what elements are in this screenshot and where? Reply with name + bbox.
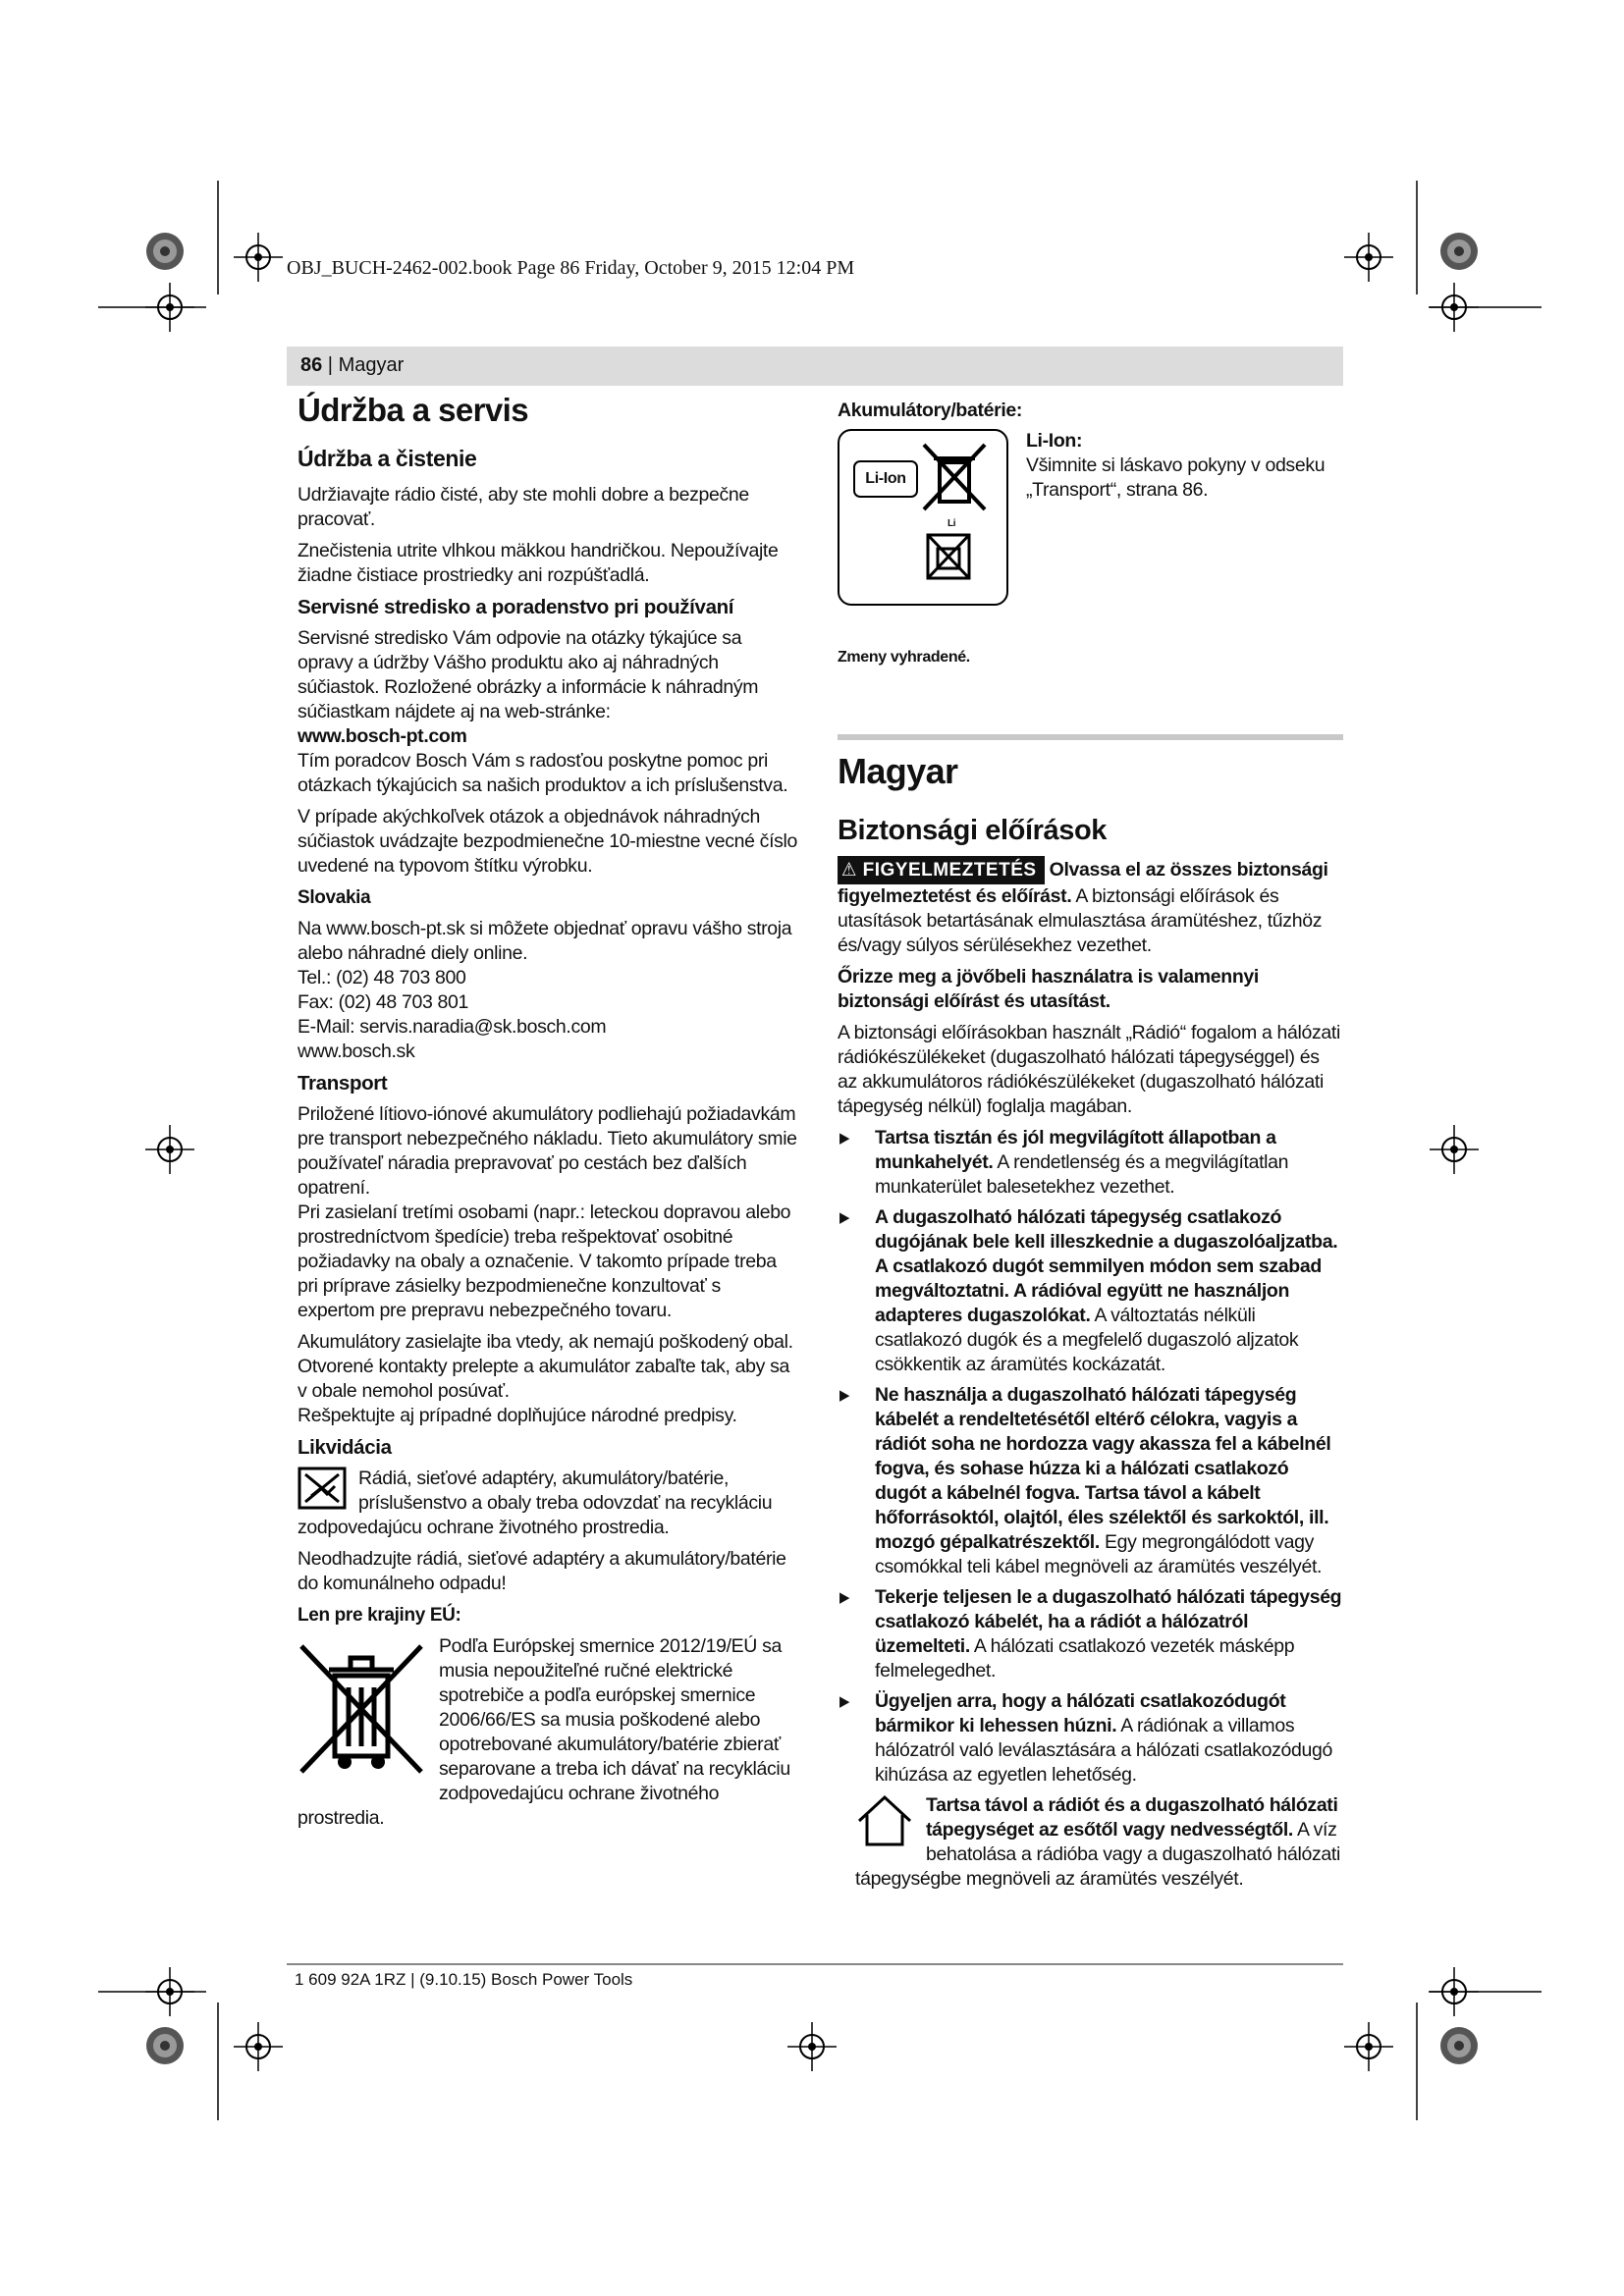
crosshair-icon (234, 233, 283, 282)
service-url-link[interactable]: www.bosch-pt.com (298, 725, 467, 747)
page-title: Údržba a servis (298, 392, 528, 428)
footer-rule (287, 1963, 1343, 1965)
bullet-arrow-icon: ▶ (839, 1589, 850, 1606)
bullet-arrow-icon: ▶ (839, 1693, 850, 1710)
safety-bullet: ▶ Ne használja a dugaszolható hálózati tápegység kábelét a rendeltetésétől eltérő célokra, vagyis a rádiót soha ne hordozza vagy akassza fel a kábelnél fogva, és sohase húzza ki a hálózati csatlakozó dugót a kábelnél fogva. Tartsa távol a kábelt hőforrásoktól, olajtól, éles szélektől és sarkoktól, ill. mozgó gépalkatrészektől. Egy megrongálódott vagy csomókkal teli kábel megnöveli az áramütés veszélyét. (839, 1384, 1331, 1577)
crosshair-icon (1344, 2022, 1393, 2071)
service-heading: Servisné stredisko a poradenstvo pri používaní (298, 596, 734, 618)
warning-text: A biztonsági előírások és utasítások betartásának elmulasztása áramütéshez, tűzhöz és/vagy súlyos sérülésekhez vezethet. (838, 885, 1323, 956)
crosshair-icon (145, 283, 194, 332)
battery-bin-icon (920, 441, 989, 519)
safety-bullet: ▶ Ügyeljen arra, hogy a hálózati csatlakozódugót bármikor ki lehessen húzni. A rádiónak a villamos hálózatról való leválasztására a hálózati csatlakozódugó kihúzása az egyetlen lehetőség. (839, 1690, 1333, 1786)
left-column (298, 391, 798, 1831)
registration-target-icon (1439, 2026, 1479, 2065)
service-paragraph: Tím poradcov Bosch Vám s radosťou poskytne pomoc pri otázkach týkajúcich sa našich produktov a ich príslušenstva. (298, 750, 788, 796)
page-footer: 1 609 92A 1RZ | (9.10.15) Bosch Power Tools (295, 1970, 633, 1989)
disposal-paragraph: Neodhadzujte rádiá, sieťové adaptéry a akumulátory/batérie do komunálneho odpadu! (298, 1548, 786, 1594)
transport-heading: Transport (298, 1072, 388, 1095)
contact-email[interactable]: E-Mail: servis.naradia@sk.bosch.com (298, 1016, 607, 1038)
keep-instructions: Őrizze meg a jövőbeli használatra is valamennyi biztonsági előírást és utasítást. (838, 966, 1259, 1012)
section-divider (838, 734, 1343, 740)
maintenance-heading: Údržba a čistenie (298, 446, 477, 471)
crosshair-icon (145, 1967, 194, 2016)
li-ion-label: Li-Ion (853, 460, 918, 498)
contact-web-link[interactable]: www.bosch.sk (298, 1041, 415, 1062)
disposal-heading: Likvidácia (298, 1436, 392, 1459)
print-slug: OBJ_BUCH-2462-002.book Page 86 Friday, October 9, 2015 12:04 PM (287, 257, 855, 279)
eu-paragraph: Podľa Európskej smernice 2012/19/EÚ sa musia nepoužiteľné ručné elektrické spotrebiče a podľa európskej smernice 2006/66/ES sa musia poškodené alebo opotrebované akumulátory/batérie zbierať separovane a treba ich dávať na recykláciu zodpovedajúcu ochrane životného prostredia. (298, 1635, 790, 1829)
crossed-bin-icon (298, 1634, 425, 1782)
transport-paragraph: Akumulátory zasielajte iba vtedy, ak nemajú poškodený obal. Otvorené kontakty prelepte a akumulátor zabaľte tak, aby sa v obale nemohol posúvať. (298, 1331, 793, 1402)
maintenance-paragraph: Udržiavajte rádio čisté, aby ste mohli dobre a bezpečne pracovať. (298, 484, 749, 530)
crosshair-icon (1430, 1967, 1479, 2016)
eu-heading: Len pre krajiny EÚ: (298, 1605, 461, 1626)
li-ion-paragraph: Všimnite si láskavo pokyny v odseku „Transport“, strana 86. (1026, 454, 1326, 501)
maintenance-paragraph: Znečistenia utrite vlhkou mäkkou handričkou. Nepoužívajte žiadne čistiace prostriedky ani rozpúšťadlá. (298, 540, 779, 586)
changes-note: Zmeny vyhradené. (838, 649, 970, 666)
warning-bold-text: Olvassa el az összes biztonsági figyelmeztetést és előírást. (838, 859, 1328, 907)
transport-paragraph: Priložené lítiovo-iónové akumulátory podliehajú požiadavkám pre transport nebezpečného nákladu. Tieto akumulátory smie používateľ náradia prepravovať po cestách bez ďalších opatrení. (298, 1103, 797, 1199)
radio-definition: A biztonsági előírásokban használt „Rádió“ fogalom a hálózati rádiókészülékeket (dugaszolható hálózati tápegységgel) és az akkumulátoros rádiókészülékeket (dugaszolható hálózati tápegység nélkül) foglalja magában. (838, 1022, 1340, 1117)
indoor-use-house-icon (855, 1793, 914, 1848)
warning-badge (838, 856, 1045, 884)
contact-tel: Tel.: (02) 48 703 800 (298, 967, 466, 988)
page-number: 86 (300, 354, 323, 376)
disposal-paragraph: Rádiá, sieťové adaptéry, akumulátory/batérie, príslušenstvo a obaly treba odovzdať na recykláciu zodpovedajúcu ochrane životného prostredia. (298, 1468, 773, 1538)
warning-icon: ⚠ (841, 860, 857, 881)
contact-fax: Fax: (02) 48 703 801 (298, 991, 469, 1013)
safety-bullet: ▶ Tekerje teljesen le a dugaszolható hálózati tápegység csatlakozó kábelét, ha a rádiót a hálózatról üzemelteti. A hálózati csatlakozó vezeték másképp felmelegedhet. (839, 1586, 1342, 1682)
warning-label: FIGYELMEZTETÉS (862, 860, 1037, 881)
crosshair-icon (1430, 1125, 1479, 1174)
bullet-arrow-icon: ▶ (839, 1387, 850, 1404)
section-title: Magyar (838, 751, 958, 791)
bullet-arrow-icon: ▶ (839, 1130, 850, 1147)
service-paragraph: V prípade akýchkoľvek otázok a objednávok náhradných súčiastok uvádzajte bezpodmienečne 10-miestne vecné číslo uvedené na typovom štítku výrobku. (298, 806, 798, 877)
bullet-arrow-icon: ▶ (839, 1209, 850, 1226)
battery-heading: Akumulátory/batérie: (838, 400, 1023, 421)
crosshair-icon (1430, 283, 1479, 332)
li-ion-heading: Li-Ion: (1026, 430, 1083, 452)
page-header (287, 347, 1343, 386)
house-bold-text: Tartsa távol a rádiót és a dugaszolható hálózati tápegységet az esőtől vagy nedvességtől. (926, 1794, 1338, 1841)
header-language: Magyar (338, 354, 405, 376)
safety-bullet: ▶ Tartsa tisztán és jól megvilágított állapotban a munkahelyét. A rendetlenség és a megvilágítatlan munkaterület balesetekhez vezethet. (839, 1127, 1289, 1198)
registration-target-icon (1439, 232, 1479, 271)
safety-bullet: ▶ A dugaszolható hálózati tápegység csatlakozó dugójának bele kell illeszkednie a dugaszolóaljzatba. A csatlakozó dugót semmilyen módon sem szabad megváltoztatni. A rádióval együtt ne használjon adapteres dugaszolókat. A változtatás nélküli csatlakozó dugók és a megfelelő dugaszoló aljzatok csökkentik az áramütés kockázatát. (839, 1206, 1338, 1375)
recycle-box-icon (298, 1467, 347, 1510)
transport-paragraph: Pri zasielaní tretími osobami (napr.: leteckou dopravou alebo prostredníctvom špedície) treba rešpektovať osobitné požiadavky na obaly a označenie. V takomto prípade treba pri príprave zásielky bezpodmienečne konzultovať s expertom pre prepravu nebezpečného tovaru. (298, 1201, 791, 1321)
crosshair-icon (1344, 233, 1393, 282)
registration-target-icon (145, 2026, 185, 2065)
registration-target-icon (145, 232, 185, 271)
house-text: A víz behatolása a rádióba vagy a dugaszolható hálózati tápegységbe megnöveli az áramütés veszélyét. (855, 1819, 1340, 1890)
header-separator: | (322, 354, 339, 376)
country-heading: Slovakia (298, 887, 371, 908)
crosshair-icon (145, 1125, 194, 1174)
battery-symbol-box (838, 429, 1008, 606)
crosshair-icon (787, 2022, 837, 2071)
service-paragraph: Servisné stredisko Vám odpovie na otázky týkajúce sa opravy a údržby Vášho produktu ako aj náhradných súčiastok. Rozložené obrázky a informácie k náhradným súčiastkam nájdete aj na web-stránke: (298, 627, 759, 722)
recycle-box-icon (924, 527, 973, 586)
country-paragraph: Na www.bosch-pt.sk si môžete objednať opravu vášho stroja alebo náhradné diely online. (298, 918, 792, 964)
right-column (838, 399, 1343, 1892)
li-small-label: Li (947, 518, 956, 529)
transport-paragraph: Rešpektujte aj prípadné doplňujúce národné predpisy. (298, 1405, 737, 1426)
crosshair-icon (234, 2022, 283, 2071)
safety-heading: Biztonsági előírások (838, 815, 1108, 846)
